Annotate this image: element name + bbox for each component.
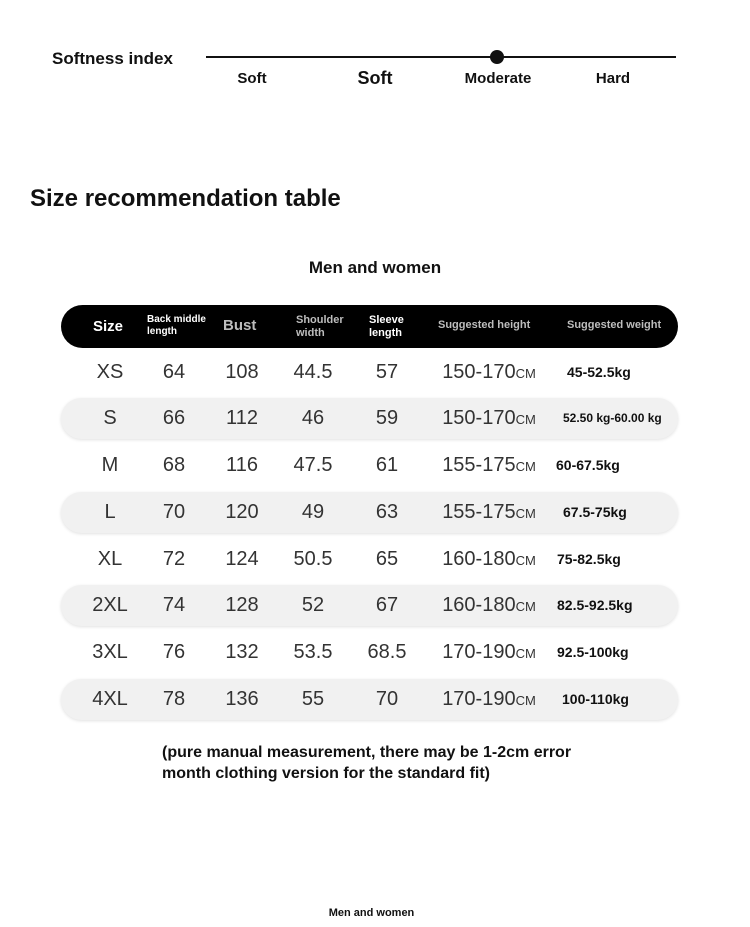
footer-audience-label: Men and women	[328, 907, 415, 919]
header-size: Size	[93, 318, 124, 335]
cell-height-unit: CM	[515, 646, 536, 661]
cell-height	[442, 352, 536, 393]
softness-option-moderate: Moderate	[464, 70, 532, 87]
cell-weight: 45-52.5kg	[567, 364, 631, 380]
cell-height-value: 155-175	[442, 454, 516, 476]
table-row	[61, 352, 678, 393]
cell-height-unit: CM	[515, 506, 536, 521]
cell-size: 4XL	[92, 688, 128, 710]
table-row	[61, 539, 678, 580]
cell-sleeve: 59	[375, 407, 399, 429]
table-row	[61, 492, 678, 533]
measurement-note-line-2: month clothing version for the standard fit)	[162, 765, 490, 782]
cell-height-value: 160-180	[442, 548, 516, 570]
cell-height-unit: CM	[515, 366, 536, 381]
cell-shoulder: 52	[301, 594, 325, 616]
header-suggested-weight: Suggested weight	[567, 319, 662, 331]
cell-size: L	[104, 501, 116, 523]
cell-height-unit: CM	[515, 553, 536, 568]
cell-height-unit: CM	[515, 412, 536, 427]
cell-bust: 132	[225, 641, 259, 663]
cell-size: S	[103, 407, 117, 429]
cell-weight: 52.50 kg-60.00 kg	[563, 411, 662, 425]
cell-back: 78	[162, 688, 186, 710]
cell-height	[442, 445, 536, 486]
cell-shoulder: 55	[301, 688, 325, 710]
cell-shoulder: 47.5	[293, 454, 333, 476]
cell-bust: 136	[225, 688, 259, 710]
cell-back: 64	[162, 361, 186, 383]
cell-weight: 67.5-75kg	[563, 504, 627, 520]
cell-sleeve: 68.5	[367, 641, 407, 663]
cell-height-value: 170-190	[442, 688, 516, 710]
table-row	[61, 585, 678, 626]
cell-height	[442, 398, 536, 439]
cell-bust: 112	[226, 407, 258, 429]
header-shoulder-width: Shoulder width	[296, 314, 344, 339]
cell-weight: 82.5-92.5kg	[557, 597, 633, 613]
table-row	[61, 445, 678, 486]
cell-sleeve: 65	[375, 548, 399, 570]
cell-bust: 116	[226, 454, 258, 476]
cell-back: 70	[162, 501, 186, 523]
cell-size: XS	[96, 361, 124, 383]
softness-option-hard: Hard	[595, 70, 631, 87]
cell-bust: 124	[225, 548, 259, 570]
cell-shoulder: 53.5	[293, 641, 333, 663]
header-back-middle-length: Back middle length	[147, 314, 206, 337]
header-suggested-height: Suggested height	[438, 319, 531, 331]
cell-size: 3XL	[92, 641, 128, 663]
cell-height	[442, 585, 536, 626]
cell-sleeve: 57	[375, 361, 399, 383]
size-table-title: Size recommendation table	[30, 185, 341, 212]
cell-height-unit: CM	[515, 693, 536, 708]
cell-sleeve: 67	[375, 594, 399, 616]
cell-height-value: 155-175	[442, 501, 516, 523]
table-row	[61, 679, 678, 720]
header-bust: Bust	[223, 317, 257, 334]
size-table-header	[61, 305, 678, 348]
audience-label: Men and women	[308, 258, 442, 277]
softness-option-soft-2: Soft	[357, 68, 393, 88]
measurement-note	[162, 742, 571, 784]
cell-size: XL	[97, 548, 123, 570]
header-sleeve-length: Sleeve length	[369, 314, 404, 339]
table-row	[61, 632, 678, 673]
softness-indicator-dot	[490, 50, 504, 64]
cell-weight: 92.5-100kg	[557, 644, 629, 660]
cell-size: 2XL	[92, 594, 128, 616]
cell-back: 72	[162, 548, 186, 570]
cell-sleeve: 70	[375, 688, 399, 710]
table-row	[61, 398, 678, 439]
cell-shoulder: 50.5	[293, 548, 333, 570]
cell-height-unit: CM	[515, 599, 536, 614]
measurement-note-line-1: (pure manual measurement, there may be 1-2cm error	[162, 744, 572, 761]
cell-bust: 128	[225, 594, 259, 616]
cell-height-value: 150-170	[442, 407, 516, 429]
cell-height-value: 160-180	[442, 594, 516, 616]
cell-height-value: 170-190	[442, 641, 516, 663]
softness-scale-line	[206, 56, 676, 58]
cell-bust: 120	[225, 501, 259, 523]
cell-sleeve: 63	[375, 501, 399, 523]
cell-weight: 60-67.5kg	[556, 457, 620, 473]
cell-back: 68	[162, 454, 186, 476]
cell-back: 76	[162, 641, 186, 663]
cell-size: M	[101, 454, 119, 476]
softness-index-label: Softness index	[52, 49, 173, 68]
cell-shoulder: 46	[301, 407, 325, 429]
cell-shoulder: 49	[301, 501, 325, 523]
cell-back: 66	[162, 407, 186, 429]
cell-weight: 100-110kg	[562, 691, 629, 707]
cell-height-value: 150-170	[442, 361, 516, 383]
cell-shoulder: 44.5	[293, 361, 333, 383]
cell-height	[442, 679, 536, 720]
cell-height	[442, 632, 536, 673]
cell-bust: 108	[225, 361, 259, 383]
softness-option-soft: Soft	[237, 70, 267, 87]
cell-sleeve: 61	[375, 454, 399, 476]
cell-height	[442, 539, 536, 580]
cell-height-unit: CM	[515, 459, 536, 474]
cell-height	[442, 492, 536, 533]
cell-weight: 75-82.5kg	[557, 551, 621, 567]
cell-back: 74	[162, 594, 186, 616]
